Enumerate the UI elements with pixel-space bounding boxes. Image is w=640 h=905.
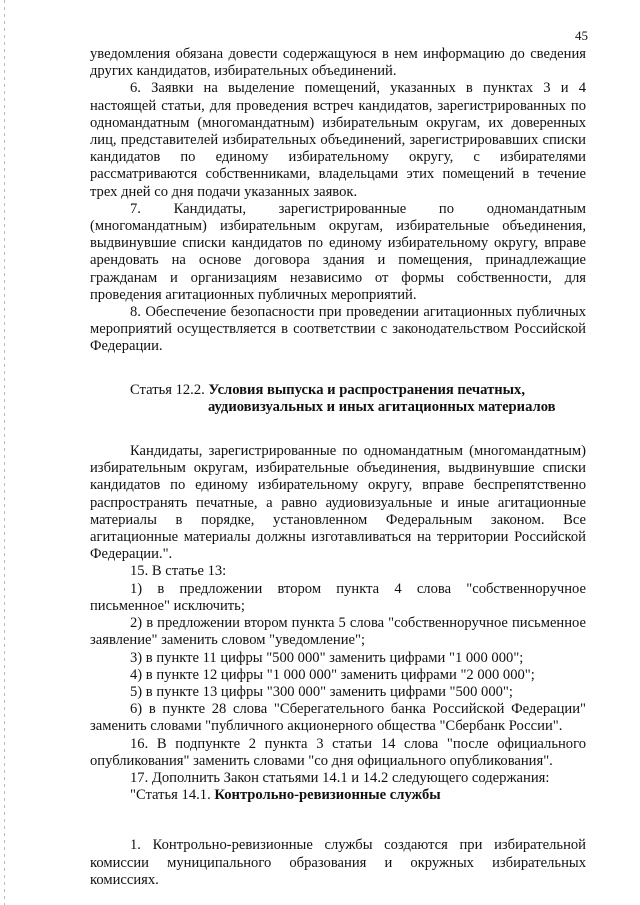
amendment-17: 17. Дополнить Закон статьями 14.1 и 14.2 следующего содержания: <box>130 769 550 786</box>
article-12-2-prefix: Статья 12.2. <box>130 381 209 398</box>
amendment-15: 15. В статье 13: <box>130 563 227 580</box>
paragraph-continuation: уведомления обязана довести содержащуюся в нем информацию до сведения других кандидатов, избирательных объединений. <box>90 46 586 80</box>
article-12-2-title-line2: аудиовизуальных и иных агитационных материалов <box>208 398 556 415</box>
article-12-2-title-line1: Условия выпуска и распространения печатных, <box>208 381 525 398</box>
article-14-1-prefix: "Статья 14.1. <box>130 787 215 804</box>
article-14-1-title: Контрольно-ревизионные службы <box>214 787 441 804</box>
paragraph-item-6: 6. Заявки на выделение помещений, указанных в пунктах 3 и 4 настоящей статьи, для проведения встреч кандидатов, зарегистрированных по одномандатным (многомандатным) избирательным округам, их доверенных лиц, представителей избирательных объединений, зарегистрировавших списки кандидатов по единому избирательному округу, с избирателями рассматриваются собственниками, владельцами этих помещений в течение трех дней со дня подачи указанных заявок. <box>90 80 586 200</box>
paragraph-item-8: 8. Обеспечение безопасности при проведении агитационных публичных мероприятий осуществляется в соответствии с законодательством Российской Федерации. <box>90 304 586 355</box>
amendment-15-3: 3) в пункте 11 цифры "500 000" заменить цифрами "1 000 000"; <box>130 649 524 666</box>
document-body <box>90 46 586 889</box>
amendment-15-2: 2) в предложении втором пункта 5 слова "собственноручное письменное заявление" заменить словом "уведомление"; <box>90 615 586 649</box>
amendment-15-5: 5) в пункте 13 цифры "300 000" заменить цифрами "500 000"; <box>130 683 513 700</box>
amendment-15-1: 1) в предложении втором пункта 4 слова "собственноручное письменное" исключить; <box>90 580 586 614</box>
amendment-16: 16. В подпункте 2 пункта 3 статьи 14 слова "после официального опубликования" заменить словами "со дня официального опубликования". <box>90 735 586 769</box>
scan-edge-marks <box>4 0 5 905</box>
article-14-1-paragraph-1: 1. Контрольно-ревизионные службы создаются при избирательной комиссии муниципального образования и окружных избирательных комиссиях. <box>90 837 586 888</box>
page-number: 45 <box>575 28 588 43</box>
amendment-15-4: 4) в пункте 12 цифры "1 000 000" заменить цифрами "2 000 000"; <box>130 666 535 683</box>
article-12-2-body: Кандидаты, зарегистрированные по одномандатным (многомандатным) избирательным округам, избирательные объединения, выдвинувшие списки кандидатов по единому избирательному округу, вправе беспрепятственно распространять печатные, а равно аудиовизуальные и иные агитационные материалы в порядке, установленном Федеральным законом. Все агитационные материалы должны изготавливаться на территории Российской Федерации.". <box>90 443 586 563</box>
article-12-2-heading <box>90 382 586 416</box>
amendment-15-6: 6) в пункте 28 слова "Сберегательного банка Российской Федерации" заменить словами "публичного акционерного общества "Сбербанк России". <box>90 701 586 735</box>
paragraph-item-7: 7. Кандидаты, зарегистрированные по одномандатным (многомандатным) избирательным округам, избирательные объединения, выдвинувшие списки кандидатов по единому избирательному округу, вправе арендовать на основе договора здания и помещения, принадлежащие гражданам и организациям независимо от формы собственности, для проведения агитационных публичных мероприятий. <box>90 200 586 303</box>
article-14-1-heading <box>90 787 586 804</box>
